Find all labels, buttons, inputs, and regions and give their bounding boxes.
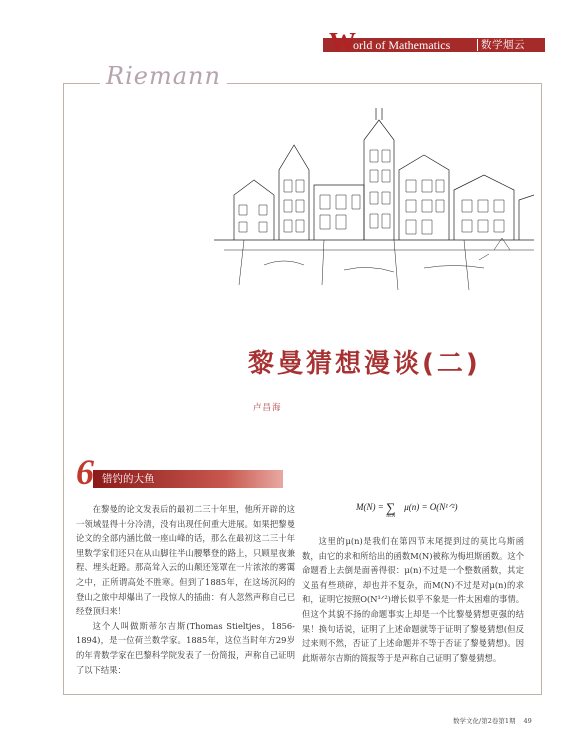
riemann-portrait-illustration xyxy=(64,100,534,325)
section-title: 错钓的大鱼 xyxy=(102,473,155,485)
paragraph: 这里的μ(n)是我们在第四节末尾提到过的莫比乌斯函数，由它的求和所给出的函数M(N)被称为梅坦斯函数。这个命题看上去倒是面善得很：μ(n)不过是一个整数函数，其定义虽有些琐碎，却也并不复杂，而M(N)不过是对μ(n)的求和，证明它按照O(N¹ᐟ²)增长似乎不象是一件太困难的事情。但这个其貌不扬的命题事实上却是一个比黎曼猜想更强的结果！换句话说，证明了上述命题就等于证明了黎曼猜想(但反过来则不然，否证了上述命题并不等于否证了黎曼猜想)。因此斯蒂尔吉斯的简报等于是声称自己证明了黎曼猜想。 xyxy=(302,536,524,663)
article-title: 黎曼猜想漫谈(二) xyxy=(248,349,481,379)
article-author: 卢昌海 xyxy=(253,403,282,413)
left-column xyxy=(76,502,295,677)
section-number: 6 xyxy=(76,452,94,492)
header-separator xyxy=(477,39,478,51)
formula-rhs: μ(n) = O(N¹ᐟ²) xyxy=(404,502,458,512)
brand-initial: W xyxy=(329,27,356,57)
column-name: 数学烟云 xyxy=(481,39,525,51)
journal-info: 数学文化/第2卷第1期 xyxy=(453,717,516,725)
sum-subscript: n≤N xyxy=(386,514,396,519)
decorative-name: Riemann xyxy=(100,62,227,90)
page-number: 49 xyxy=(523,717,532,725)
paragraph: 在黎曼的论文发表后的最初二三十年里，他所开辟的这一领域显得十分冷清，没有出现任何重大进展。如果把黎曼论文的全部内涵比做一座山峰的话，那么在最初这二三十年里数学家们还只在从山脚往半山腰攀登的路上，只顾星夜兼程、埋头赶路。那高耸入云的山颠还笼罩在一片浓浓的雾霭之中，正所谓高处不胜寒。但到了1885年，在这场沉闷的登山之旅中却爆出了一段惊人的插曲：有人忽然声称自己已经登顶归来！ xyxy=(76,504,295,617)
page-footer xyxy=(453,716,532,725)
paragraph: 这个人叫做斯蒂尔吉斯(Thomas Stieltjes，1856-1894)，是一位荷兰数学家。1885年，这位当时年方29岁的年青数学家在巴黎科学院发表了一份简报，声称自己证明了以下结果： xyxy=(76,620,295,675)
brand-title: orld of Mathematics xyxy=(353,38,451,52)
right-column xyxy=(302,534,524,665)
sum-symbol: ∑ xyxy=(386,500,396,515)
formula-lhs: M(N) = xyxy=(356,502,387,512)
